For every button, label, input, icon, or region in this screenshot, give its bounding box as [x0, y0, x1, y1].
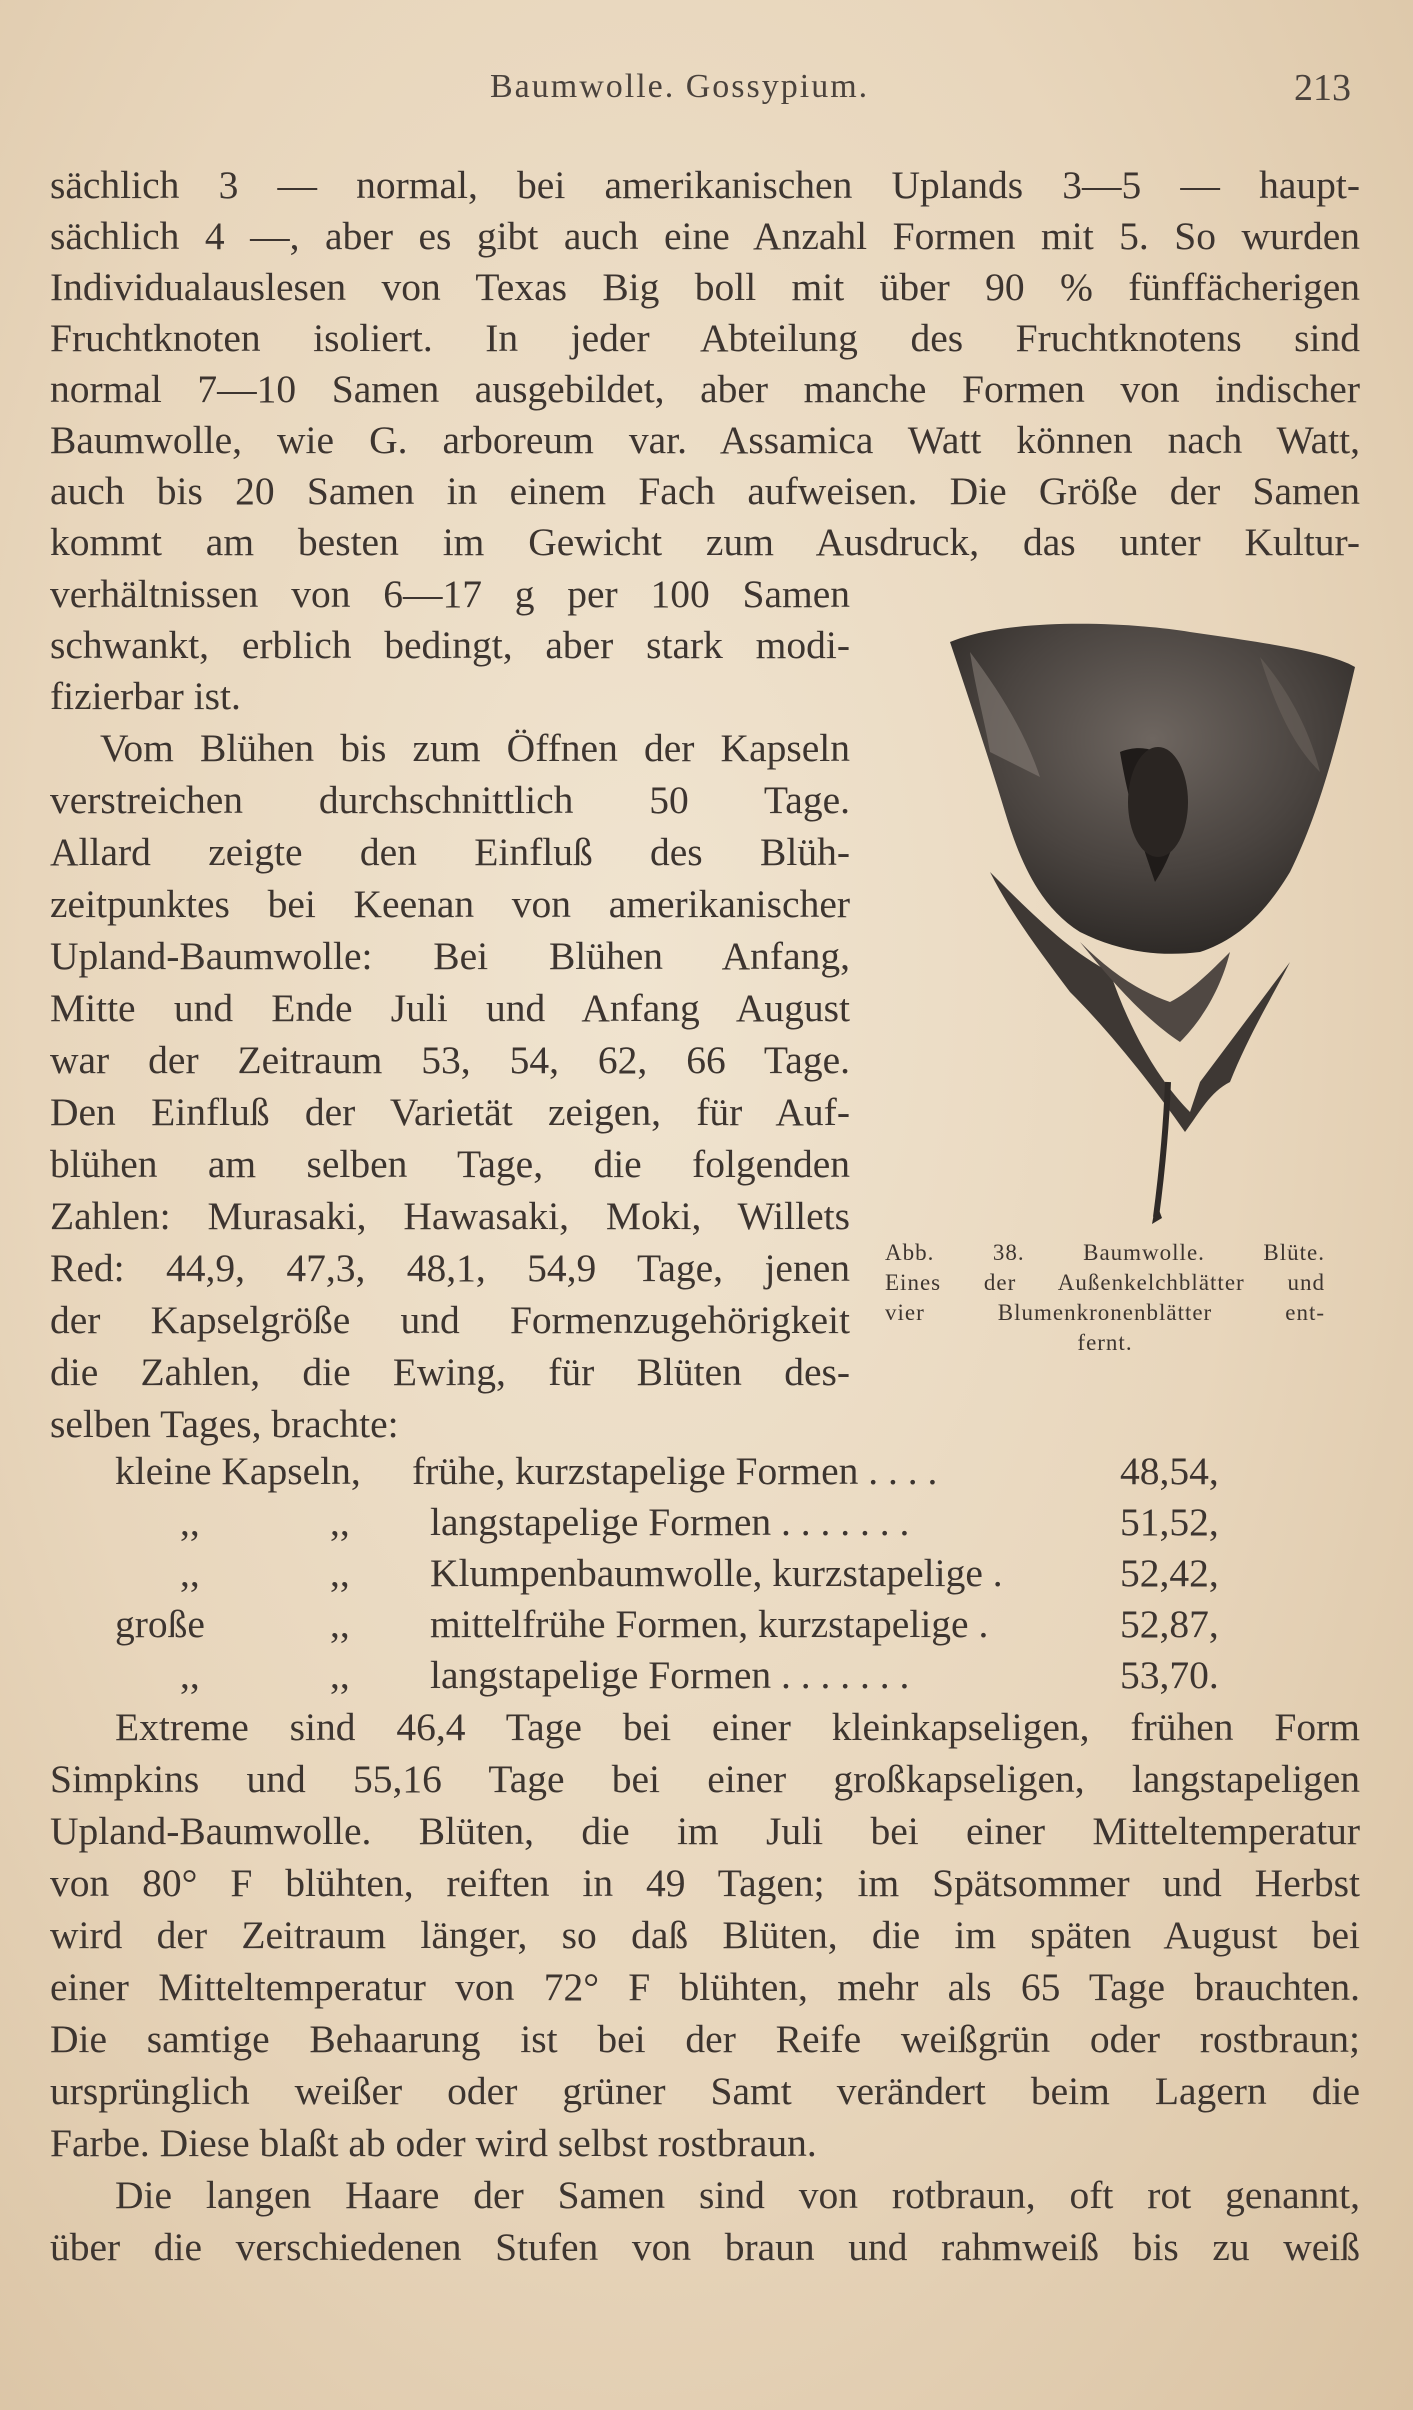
text-line: Red: 44,9, 47,3, 48,1, 54,9 Tage, jenen — [50, 1246, 850, 1290]
table-cell-form: frühe, kurzstapelige Formen . . . . — [412, 1449, 938, 1493]
table-cell-size: kleine Kapseln, — [115, 1449, 361, 1493]
text-line: schwankt, erblich bedingt, aber stark modi- — [50, 623, 850, 667]
text-line: Mitte und Ende Juli und Anfang August — [50, 986, 850, 1030]
text-line: Farbe. Diese blaßt ab oder wird selbst rostbraun. — [50, 2121, 817, 2165]
text-line: Allard zeigte den Einfluß des Blüh- — [50, 830, 850, 874]
text-line: Individualauslesen von Texas Big boll mit über 90 % fünffächerigen — [50, 265, 1360, 309]
table-cell-form: ,, — [330, 1500, 350, 1544]
text-line: sächlich 4 —, aber es gibt auch eine Anzahl Formen mit 5. So wurden — [50, 214, 1360, 258]
text-line: von 80° F blühten, reiften in 49 Tagen; im Spätsommer und Herbst — [50, 1861, 1360, 1905]
table-cell-size: ,, — [180, 1653, 200, 1697]
table-cell-form: ,, — [330, 1653, 350, 1697]
text-line: Fruchtknoten isoliert. In jeder Abteilung des Fruchtknotens sind — [50, 316, 1360, 360]
table-cell-form: Klumpenbaumwolle, kurzstapelige . — [430, 1551, 1003, 1595]
text-line: Die samtige Behaarung ist bei der Reife weißgrün oder rostbraun; — [50, 2017, 1360, 2061]
text-line: blühen am selben Tage, die folgenden — [50, 1142, 850, 1186]
cotton-flower-illustration — [930, 612, 1360, 1232]
text-line: Die langen Haare der Samen sind von rotbraun, oft rot genannt, — [115, 2173, 1360, 2217]
text-line: selben Tages, brachte: — [50, 1402, 399, 1446]
table-cell-size: ,, — [180, 1551, 200, 1595]
text-line: normal 7—10 Samen ausgebildet, aber manche Formen von indischer — [50, 367, 1360, 411]
text-line: zeitpunktes bei Keenan von amerikanischer — [50, 882, 850, 926]
text-line: ursprünglich weißer oder grüner Samt verändert beim Lagern die — [50, 2069, 1360, 2113]
text-line: Upland-Baumwolle: Bei Blühen Anfang, — [50, 934, 850, 978]
text-line: Den Einfluß der Varietät zeigen, für Auf- — [50, 1090, 850, 1134]
text-line: Extreme sind 46,4 Tage bei einer kleinkapseligen, frühen Form — [115, 1705, 1360, 1749]
text-line: verstreichen durchschnittlich 50 Tage. — [50, 778, 850, 822]
table-cell-form: ,, — [330, 1602, 350, 1646]
text-line: kommt am besten im Gewicht zum Ausdruck, das unter Kultur- — [50, 520, 1360, 564]
text-line: wird der Zeitraum länger, so daß Blüten, die im späten August bei — [50, 1913, 1360, 1957]
table-cell-form: langstapelige Formen . . . . . . . — [430, 1653, 910, 1697]
text-line: die Zahlen, die Ewing, für Blüten des- — [50, 1350, 850, 1394]
text-line: über die verschiedenen Stufen von braun und rahmweiß bis zu weiß — [50, 2225, 1360, 2269]
table-cell-form: ,, — [330, 1551, 350, 1595]
text-line: verhältnissen von 6—17 g per 100 Samen — [50, 572, 850, 616]
caption-line: Abb. 38. Baumwolle. Blüte. — [885, 1240, 1325, 1265]
table-cell-value: 52,87, — [1120, 1602, 1219, 1646]
table-cell-form: mittelfrühe Formen, kurzstapelige . — [430, 1602, 989, 1646]
table-cell-form: langstapelige Formen . . . . . . . — [430, 1500, 910, 1544]
cotton-flower-figure — [930, 612, 1360, 1232]
table-cell-size: große — [115, 1602, 205, 1646]
table-cell-value: 51,52, — [1120, 1500, 1219, 1544]
text-line: Baumwolle, wie G. arboreum var. Assamica Watt können nach Watt, — [50, 418, 1360, 462]
text-line: Upland-Baumwolle. Blüten, die im Juli bei einer Mitteltemperatur — [50, 1809, 1360, 1853]
figure-caption — [885, 1238, 1325, 1358]
text-line: war der Zeitraum 53, 54, 62, 66 Tage. — [50, 1038, 850, 1082]
text-line: fizierbar ist. — [50, 674, 241, 718]
text-line: Simpkins und 55,16 Tage bei einer großkapseligen, langstapeligen — [50, 1757, 1360, 1801]
page-header — [0, 62, 1413, 122]
caption-line: Eines der Außenkelchblätter und — [885, 1270, 1325, 1295]
text-line: Zahlen: Murasaki, Hawasaki, Moki, Willets — [50, 1194, 850, 1238]
table-cell-value: 53,70. — [1120, 1653, 1219, 1697]
text-line: auch bis 20 Samen in einem Fach aufweisen. Die Größe der Samen — [50, 469, 1360, 513]
caption-line: vier Blumenkronenblätter ent- — [885, 1300, 1325, 1325]
text-line: sächlich 3 — normal, bei amerikanischen Uplands 3—5 — haupt- — [50, 163, 1360, 207]
text-line: einer Mitteltemperatur von 72° F blühten, mehr als 65 Tage brauchten. — [50, 1965, 1360, 2009]
running-title: Baumwolle. Gossypium. — [490, 68, 870, 105]
page-number: 213 — [1294, 67, 1351, 109]
text-line: Vom Blühen bis zum Öffnen der Kapseln — [100, 726, 850, 770]
text-line: der Kapselgröße und Formenzugehörigkeit — [50, 1298, 850, 1342]
table-cell-value: 52,42, — [1120, 1551, 1219, 1595]
table-cell-value: 48,54, — [1120, 1449, 1219, 1493]
table-cell-size: ,, — [180, 1500, 200, 1544]
caption-line: fernt. — [1077, 1330, 1133, 1355]
